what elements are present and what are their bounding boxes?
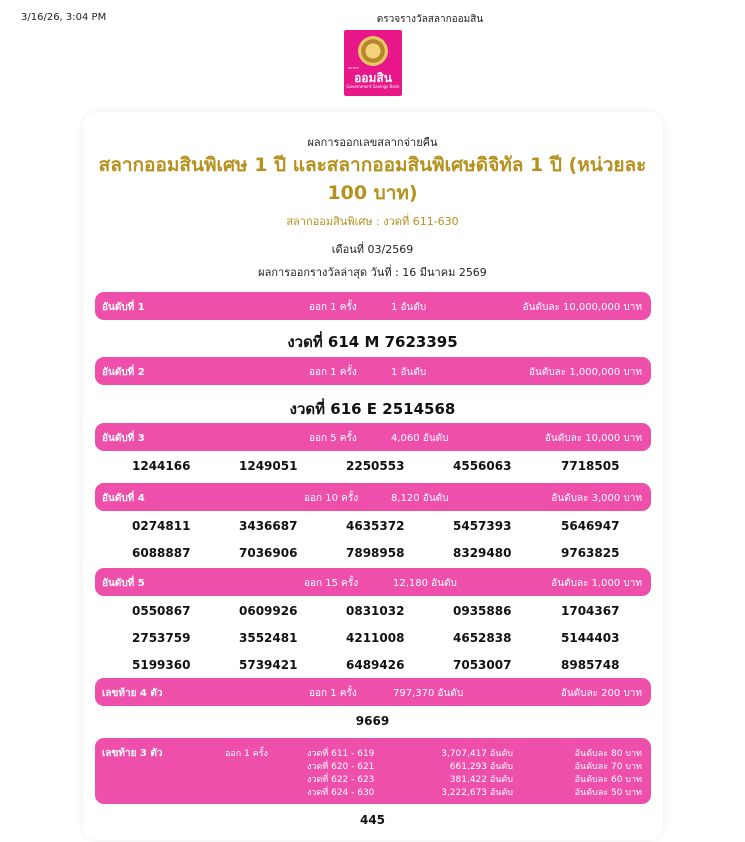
prize-5-numbers <box>132 604 652 685</box>
winning-number: 0274811 <box>132 519 191 533</box>
logo-brand-sub: Government Savings Bank <box>346 84 400 89</box>
winning-number: 4635372 <box>346 519 405 533</box>
last3-amount: อันดับละ 80 บาท <box>574 749 642 759</box>
last4-winner: 9669 <box>355 714 390 728</box>
prize-count: 797,370 อันดับ <box>393 688 464 699</box>
winning-number: 5144403 <box>561 631 620 645</box>
prize-bar-last4 <box>95 678 651 706</box>
winning-number: 4556063 <box>453 459 512 473</box>
winning-number: 1244166 <box>132 459 191 473</box>
winning-number: 5457393 <box>453 519 512 533</box>
winning-number: 2250553 <box>346 459 405 473</box>
last3-row <box>95 746 651 758</box>
print-title: ตรวจรางวัลสลากออมสิน <box>376 14 484 25</box>
prize-rank: อันดับที่ 1 <box>102 302 145 313</box>
last3-range: งวดที่ 620 - 621 <box>307 762 375 772</box>
prize-count: 1 อันดับ <box>391 302 427 313</box>
last3-count: 381,422 อันดับ <box>449 775 513 785</box>
prize-amount: อันดับละ 1,000 บาท <box>551 578 642 589</box>
last3-row <box>95 772 651 784</box>
winning-number: 2753759 <box>132 631 191 645</box>
winning-number: 5646947 <box>561 519 620 533</box>
winning-number: 6088887 <box>132 546 191 560</box>
prize-times: ออก 15 ครั้ง <box>304 578 359 589</box>
winning-number: 7036906 <box>239 546 298 560</box>
winning-number: 9763825 <box>561 546 620 560</box>
prize-amount: อันดับละ 10,000,000 บาท <box>522 302 642 313</box>
number-row <box>132 459 652 486</box>
prize-amount: อันดับละ 200 บาท <box>560 688 642 699</box>
winning-number: 8985748 <box>561 658 620 672</box>
prize-bar-5 <box>95 568 651 596</box>
prize-bar-2 <box>95 357 651 385</box>
prize-4-numbers <box>132 519 652 573</box>
winning-number: 4211008 <box>346 631 405 645</box>
print-date: 3/16/26, 3:04 PM <box>21 12 107 23</box>
winning-number: 7053007 <box>453 658 512 672</box>
winning-number: 1704367 <box>561 604 620 618</box>
gsb-logo <box>344 30 402 96</box>
prize-rank: อันดับที่ 2 <box>102 367 145 378</box>
prize-times: ออก 5 ครั้ง <box>309 433 357 444</box>
prize-bar-1 <box>95 292 651 320</box>
prize-rank: เลขท้าย 4 ตัว <box>102 688 163 699</box>
prize-times: ออก 1 ครั้ง <box>309 688 357 699</box>
prize-count: 4,060 อันดับ <box>391 433 449 444</box>
last3-count: 3,707,417 อันดับ <box>441 749 513 759</box>
number-row <box>132 604 652 631</box>
prize-rank: อันดับที่ 4 <box>102 493 145 504</box>
winning-number: 0935886 <box>453 604 512 618</box>
prize-times: ออก 1 ครั้ง <box>309 302 357 313</box>
series-label: สลากออมสินพิเศษ : งวดที่ 611-630 <box>286 215 459 228</box>
winning-number: 7718505 <box>561 459 620 473</box>
last3-amount: อันดับละ 50 บาท <box>574 788 642 798</box>
last3-range: งวดที่ 624 - 630 <box>307 788 375 798</box>
number-row <box>132 631 652 658</box>
last3-count: 661,293 อันดับ <box>449 762 513 772</box>
subhead: ผลการออกเลขสลากจ่ายคืน <box>307 136 438 149</box>
winning-number: 3552481 <box>239 631 298 645</box>
winning-number: 3436687 <box>239 519 298 533</box>
winning-number: 1249051 <box>239 459 298 473</box>
number-row <box>132 519 652 546</box>
prize-count: 8,120 อันดับ <box>391 493 449 504</box>
prize-1-winner: งวดที่ 614 M 7623395 <box>287 333 458 351</box>
prize-times: ออก 1 ครั้ง <box>309 367 357 378</box>
latest-draw-date: ผลการออกรางวัลล่าสุด วันที่ : 16 มีนาคม 2569 <box>258 266 487 279</box>
prize-times: ออก 1 ครั้ง <box>225 749 268 759</box>
last3-range: งวดที่ 611 - 619 <box>307 749 375 759</box>
prize-bar-4 <box>95 483 651 511</box>
last3-winner: 445 <box>359 813 386 827</box>
month-label: เดือนที่ 03/2569 <box>331 243 414 256</box>
prize-bar-3 <box>95 423 651 451</box>
prize-count: 12,180 อันดับ <box>393 578 457 589</box>
winning-number: 0831032 <box>346 604 405 618</box>
winning-number: 5739421 <box>239 658 298 672</box>
last3-amount: อันดับละ 70 บาท <box>574 762 642 772</box>
gsb-seal-icon <box>358 36 388 66</box>
winning-number: 8329480 <box>453 546 512 560</box>
prize-rank: อันดับที่ 3 <box>102 433 145 444</box>
last3-amount: อันดับละ 60 บาท <box>574 775 642 785</box>
winning-number: 7898958 <box>346 546 405 560</box>
prize-2-winner: งวดที่ 616 E 2514568 <box>289 400 456 418</box>
winning-number: 4652838 <box>453 631 512 645</box>
last3-range: งวดที่ 622 - 623 <box>307 775 375 785</box>
winning-number: 5199360 <box>132 658 191 672</box>
logo-brand: ออมสิน <box>354 71 392 85</box>
prize-count: 1 อันดับ <box>391 367 427 378</box>
winning-number: 6489426 <box>346 658 405 672</box>
page-title-line2: 100 บาท) <box>327 182 418 204</box>
last3-row <box>95 759 651 771</box>
last3-count: 3,222,673 อันดับ <box>441 788 513 798</box>
winning-number: 0609926 <box>239 604 298 618</box>
page-title-line1: สลากออมสินพิเศษ 1 ปี และสลากออมสินพิเศษดิจิทัล 1 ปี (หน่วยละ <box>98 154 647 176</box>
logo-tiny-text: ธนาคาร <box>348 66 359 70</box>
prize-amount: อันดับละ 1,000,000 บาท <box>529 367 642 378</box>
winning-number: 0550867 <box>132 604 191 618</box>
prize-rank: อันดับที่ 5 <box>102 578 145 589</box>
prize-bar-last3 <box>95 738 651 804</box>
prize-3-numbers <box>132 459 652 486</box>
prize-amount: อันดับละ 10,000 บาท <box>544 433 642 444</box>
prize-rank: เลขท้าย 3 ตัว <box>102 748 163 759</box>
prize-amount: อันดับละ 3,000 บาท <box>551 493 642 504</box>
prize-times: ออก 10 ครั้ง <box>304 493 359 504</box>
last3-row <box>95 785 651 797</box>
